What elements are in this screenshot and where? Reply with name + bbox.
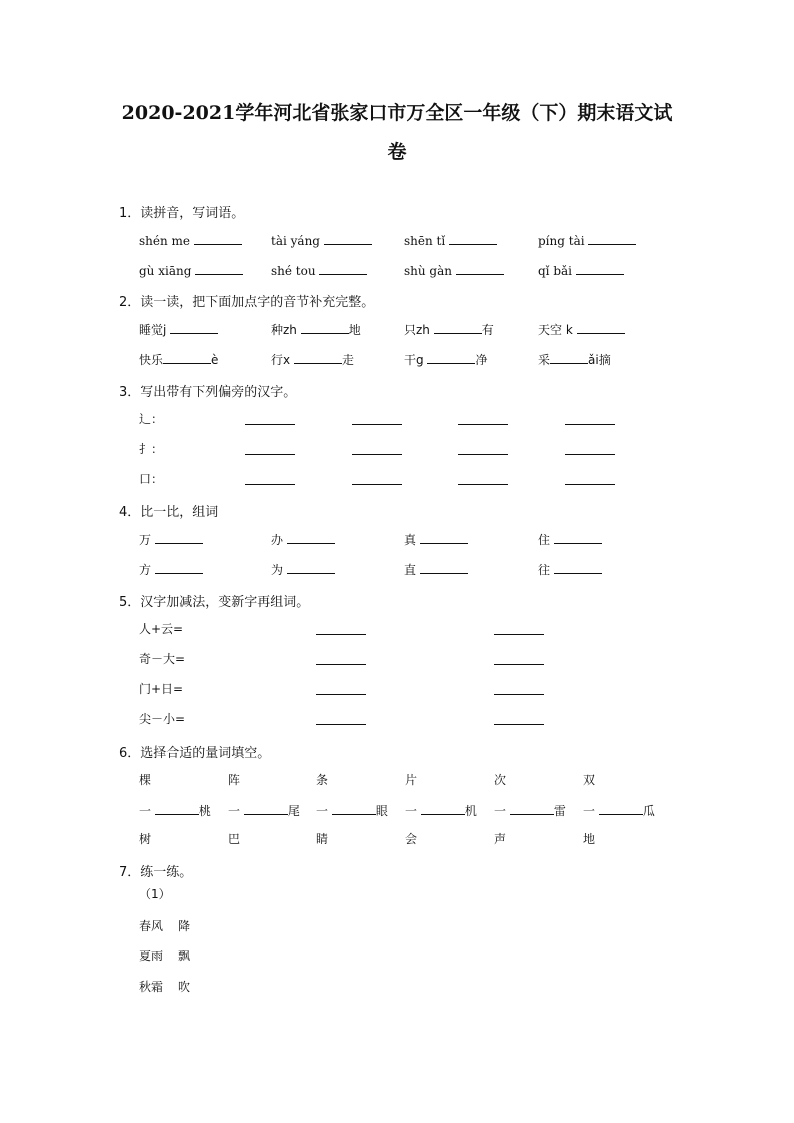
item-prefix: 只zh <box>404 323 430 337</box>
answer-blank[interactable] <box>294 351 342 364</box>
match-left: 春风 <box>139 919 164 933</box>
match-right[interactable]: 吹 <box>178 980 191 994</box>
answer-blank[interactable] <box>420 531 468 544</box>
compare-item <box>271 561 335 578</box>
item-prefix: 干g <box>404 353 424 367</box>
answer-blank[interactable] <box>494 694 544 695</box>
answer-blank[interactable] <box>195 262 243 275</box>
measure-noun: 地 <box>583 832 596 846</box>
answer-blank[interactable] <box>301 321 349 334</box>
answer-blank[interactable] <box>245 454 295 455</box>
pinyin-item <box>139 262 243 279</box>
item-suffix: ǎi摘 <box>588 353 611 367</box>
answer-blank[interactable] <box>316 694 366 695</box>
equation-label: 人+云= <box>139 622 184 636</box>
answer-blank[interactable] <box>287 531 335 544</box>
answer-blank[interactable] <box>576 262 624 275</box>
item-prefix: 种zh <box>271 323 297 337</box>
match-right[interactable]: 飘 <box>178 949 191 963</box>
match-left: 秋霜 <box>139 980 164 994</box>
pinyin-text: shēn tǐ <box>404 234 446 248</box>
pinyin-item <box>271 232 372 249</box>
pinyin-item <box>538 262 624 279</box>
item-prefix: 一 <box>583 804 596 818</box>
item-prefix: 睡觉j <box>139 323 167 337</box>
item-suffix: 雷 <box>553 804 566 818</box>
answer-blank[interactable] <box>588 232 636 245</box>
answer-blank[interactable] <box>244 802 288 815</box>
character: 直 <box>404 563 417 577</box>
item-suffix: 桃 <box>198 804 211 818</box>
answer-blank[interactable] <box>577 321 625 334</box>
measure-word-option: 双 <box>583 773 596 787</box>
compare-item <box>538 531 602 548</box>
character: 为 <box>271 563 284 577</box>
compare-item <box>404 561 468 578</box>
item-prefix: 天空 k <box>538 323 573 337</box>
item-prefix: 一 <box>228 804 241 818</box>
item-prefix: 一 <box>316 804 329 818</box>
character: 真 <box>404 533 417 547</box>
answer-blank[interactable] <box>550 351 588 364</box>
answer-blank[interactable] <box>316 724 366 725</box>
pinyin-item <box>404 262 504 279</box>
syllable-item <box>538 351 611 368</box>
measure-word-option: 阵 <box>228 773 241 787</box>
answer-blank[interactable] <box>324 232 372 245</box>
pinyin-text: shén me <box>139 234 191 248</box>
sub-question-number: （1） <box>139 887 171 901</box>
pinyin-text: shù gàn <box>404 264 452 278</box>
measure-noun: 巴 <box>228 832 241 846</box>
answer-blank[interactable] <box>565 484 615 485</box>
compare-item <box>538 561 602 578</box>
radical-label: 扌： <box>139 442 164 456</box>
equation-label: 奇－大= <box>139 652 186 666</box>
measure-fill-item <box>494 802 566 819</box>
answer-blank[interactable] <box>352 484 402 485</box>
answer-blank[interactable] <box>565 454 615 455</box>
measure-fill-item <box>139 802 211 819</box>
answer-blank[interactable] <box>565 424 615 425</box>
question-5-heading: 5．汉字加减法，变新字再组词。 <box>119 595 310 610</box>
item-prefix: 快乐 <box>139 353 164 367</box>
answer-blank[interactable] <box>554 561 602 574</box>
answer-blank[interactable] <box>599 802 643 815</box>
pinyin-text: tài yáng <box>271 234 320 248</box>
measure-fill-item <box>405 802 477 819</box>
syllable-item <box>271 351 354 368</box>
question-1-heading: 1．读拼音，写词语。 <box>119 206 245 221</box>
character: 方 <box>139 563 152 577</box>
item-suffix: 尾 <box>287 804 300 818</box>
item-suffix: 走 <box>341 353 354 367</box>
answer-blank[interactable] <box>163 351 211 364</box>
answer-blank[interactable] <box>494 724 544 725</box>
compare-item <box>139 561 203 578</box>
answer-blank[interactable] <box>510 802 554 815</box>
pinyin-item <box>538 232 636 249</box>
answer-blank[interactable] <box>245 484 295 485</box>
answer-blank[interactable] <box>316 634 366 635</box>
answer-blank[interactable] <box>449 232 497 245</box>
item-prefix: 一 <box>139 804 152 818</box>
syllable-item <box>271 321 361 338</box>
pinyin-item <box>139 232 242 249</box>
answer-blank[interactable] <box>420 561 468 574</box>
question-4-heading: 4．比一比，组词 <box>119 505 219 520</box>
item-suffix: 地 <box>348 323 361 337</box>
measure-word-option: 片 <box>405 773 418 787</box>
measure-word-option: 条 <box>316 773 329 787</box>
pinyin-text: qǐ bǎi <box>538 264 573 278</box>
answer-blank[interactable] <box>155 531 203 544</box>
syllable-item <box>404 351 487 368</box>
answer-blank[interactable] <box>494 664 544 665</box>
question-6-heading: 6．选择合适的量词填空。 <box>119 746 271 761</box>
answer-blank[interactable] <box>316 664 366 665</box>
item-prefix: 一 <box>494 804 507 818</box>
character: 往 <box>538 563 551 577</box>
match-right[interactable]: 降 <box>178 919 191 933</box>
equation-label: 尖－小= <box>139 712 186 726</box>
answer-blank[interactable] <box>170 321 218 334</box>
syllable-item <box>139 321 218 338</box>
pinyin-text: gù xiāng <box>139 264 192 278</box>
measure-fill-item <box>228 802 300 819</box>
answer-blank[interactable] <box>456 262 504 275</box>
item-suffix: 眼 <box>375 804 388 818</box>
match-left: 夏雨 <box>139 949 164 963</box>
item-suffix: 净 <box>475 353 488 367</box>
page-title-continued: 卷 <box>387 141 407 163</box>
pinyin-text: shé tou <box>271 264 316 278</box>
answer-blank[interactable] <box>332 802 376 815</box>
answer-blank[interactable] <box>421 802 465 815</box>
page-title: 2020-2021学年河北省张家口市万全区一年级（下）期末语文试 <box>121 102 673 124</box>
syllable-item <box>139 351 218 368</box>
item-suffix: 有 <box>481 323 494 337</box>
question-7-heading: 7．练一练。 <box>119 865 193 880</box>
answer-blank[interactable] <box>434 321 482 334</box>
pinyin-item <box>271 262 367 279</box>
answer-blank[interactable] <box>155 561 203 574</box>
item-prefix: 采 <box>538 353 551 367</box>
answer-blank[interactable] <box>458 454 508 455</box>
answer-blank[interactable] <box>427 351 475 364</box>
answer-blank[interactable] <box>494 634 544 635</box>
compare-item <box>139 531 203 548</box>
radical-label: 口： <box>139 472 164 486</box>
measure-word-option: 棵 <box>139 773 152 787</box>
measure-word-option: 次 <box>494 773 507 787</box>
item-suffix: 机 <box>464 804 477 818</box>
item-suffix: è <box>211 353 219 367</box>
item-suffix: 瓜 <box>642 804 655 818</box>
answer-blank[interactable] <box>155 802 199 815</box>
pinyin-item <box>404 232 497 249</box>
measure-noun: 睛 <box>316 832 329 846</box>
radical-label: 辶： <box>139 412 164 426</box>
question-3-heading: 3．写出带有下列偏旁的汉字。 <box>119 385 297 400</box>
measure-noun: 会 <box>405 832 418 846</box>
answer-blank[interactable] <box>319 262 367 275</box>
answer-blank[interactable] <box>554 531 602 544</box>
answer-blank[interactable] <box>245 424 295 425</box>
pinyin-text: píng tài <box>538 234 585 248</box>
answer-blank[interactable] <box>458 424 508 425</box>
compare-item <box>271 531 335 548</box>
item-prefix: 行x <box>271 353 291 367</box>
measure-noun: 声 <box>494 832 507 846</box>
measure-fill-item <box>316 802 388 819</box>
answer-blank[interactable] <box>458 484 508 485</box>
question-2-heading: 2．读一读，把下面加点字的音节补充完整。 <box>119 295 375 310</box>
character: 办 <box>271 533 284 547</box>
character: 万 <box>139 533 152 547</box>
item-prefix: 一 <box>405 804 418 818</box>
syllable-item <box>538 321 625 338</box>
answer-blank[interactable] <box>352 424 402 425</box>
answer-blank[interactable] <box>194 232 242 245</box>
syllable-item <box>404 321 494 338</box>
equation-label: 门+日= <box>139 682 184 696</box>
answer-blank[interactable] <box>287 561 335 574</box>
compare-item <box>404 531 468 548</box>
character: 住 <box>538 533 551 547</box>
measure-noun: 树 <box>139 832 152 846</box>
answer-blank[interactable] <box>352 454 402 455</box>
measure-fill-item <box>583 802 655 819</box>
